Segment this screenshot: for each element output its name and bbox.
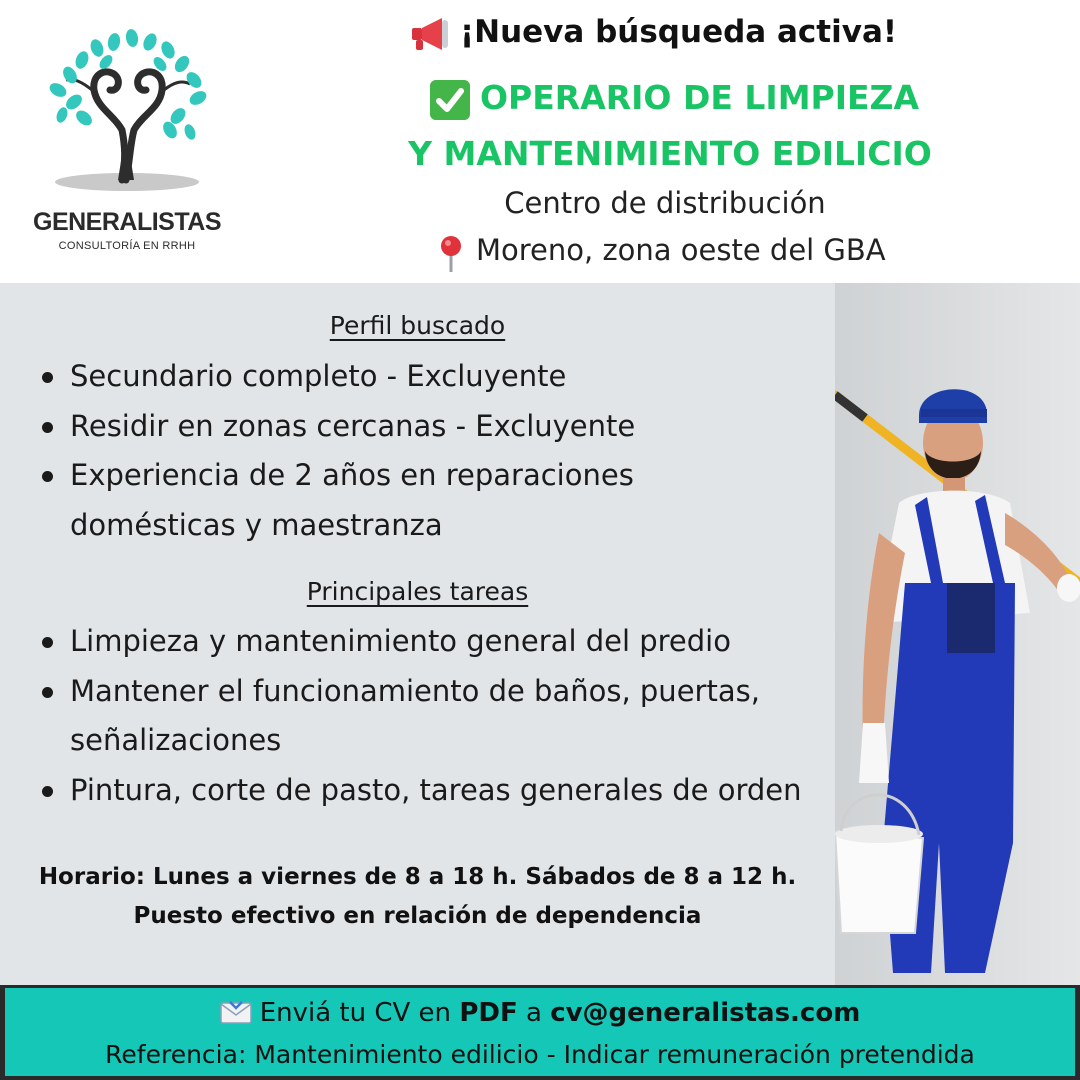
apply-prefix: Enviá tu CV en (259, 998, 460, 1028)
check-mark-icon (430, 80, 470, 120)
header (0, 0, 1080, 283)
employment-type: Puesto efectivo en relación de dependencia (133, 903, 702, 929)
location-area (432, 233, 952, 275)
schedule-hours: Horario: Lunes a viernes de 8 a 18 h. Sábados de 8 a 12 h. (38, 864, 797, 890)
list-item: Residir en zonas cercanas - Excluyente (38, 402, 838, 452)
headline (400, 12, 960, 60)
list-item: Pintura, corte de pasto, tareas generales de orden (38, 766, 838, 816)
envelope-icon (220, 1000, 252, 1024)
megaphone-icon (408, 16, 454, 52)
company-logo (22, 20, 232, 265)
bullet-icon (42, 637, 53, 648)
list-item: Limpieza y mantenimiento general del predio (38, 617, 838, 667)
logo-subtitle: CONSULTORÍA EN RRHH (58, 240, 196, 252)
apply-middle: a (517, 998, 551, 1028)
bullet-icon (42, 422, 53, 433)
location-area-text: Moreno, zona oeste del GBA (476, 233, 886, 267)
logo-name: GENERALISTAS (33, 208, 221, 236)
tasks-heading: Principales tareas (306, 577, 529, 606)
list-item: Mantener el funcionamiento de baños, puertas, señalizaciones (38, 667, 798, 766)
location-pin-icon (438, 235, 464, 273)
job-title-line-1 (430, 78, 930, 122)
list-item: Secundario completo - Excluyente (38, 352, 838, 402)
footer-content (5, 988, 1075, 1076)
profile-heading: Perfil buscado (329, 311, 506, 340)
tasks-list (38, 617, 838, 815)
list-item: Experiencia de 2 años en reparaciones domésticas y maestranza (38, 451, 728, 550)
reference-text: Referencia: Mantenimiento edilicio - Indicar remuneración pretendida (105, 1040, 975, 1069)
bullet-icon (42, 786, 53, 797)
tree-heart-logo-icon (22, 20, 232, 205)
bullet-icon (42, 687, 53, 698)
cv-format: PDF (459, 998, 518, 1028)
bullet-icon (42, 372, 53, 383)
job-details-panel (0, 283, 835, 985)
worker-illustration (835, 283, 1080, 985)
job-title-text-1: OPERARIO DE LIMPIEZA (480, 78, 920, 117)
location-site: Centro de distribución (504, 186, 826, 220)
bullet-icon (42, 471, 53, 482)
contact-email-link[interactable]: cv@generalistas.com (550, 998, 861, 1028)
profile-list (38, 352, 838, 550)
worker-photo (835, 283, 1080, 985)
apply-instructions (5, 998, 1075, 1028)
schedule (0, 858, 835, 936)
footer (0, 985, 1080, 1080)
headline-text: ¡Nueva búsqueda activa! (460, 14, 897, 50)
job-title-line-2: Y MANTENIMIENTO EDILICIO (408, 134, 932, 173)
